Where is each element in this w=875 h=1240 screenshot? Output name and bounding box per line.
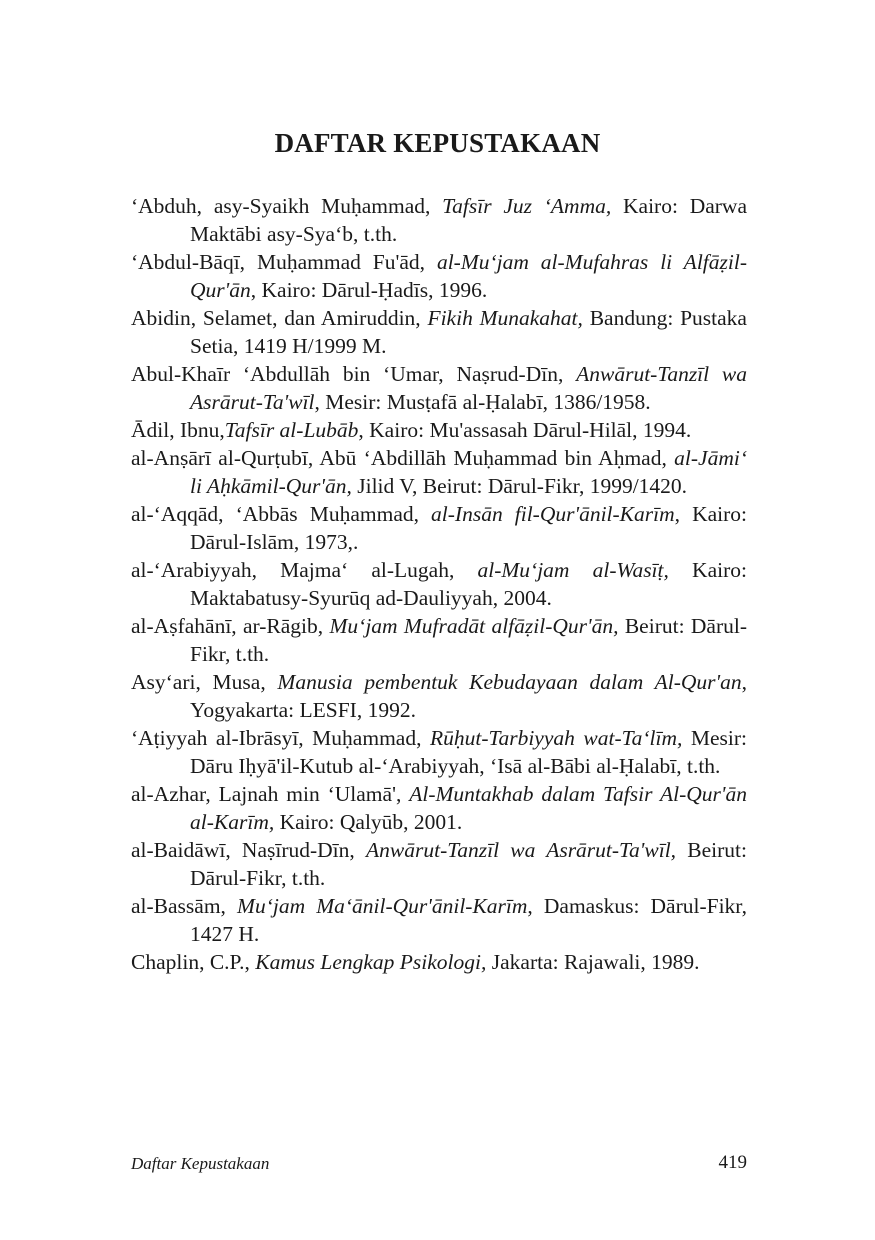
entry-publication: , Kairo: Dārul-Ḥadīs, 1996. [250,278,488,302]
entry-title: Anwārut-Tanzīl wa Asrārut-Ta'wīl [190,362,747,414]
running-footer-title: Daftar Kepustakaan [131,1154,270,1173]
entry-publication: Kairo: Qalyūb, 2001. [274,810,463,834]
entry-author: Ādil, Ibnu, [131,418,225,442]
bibliography-entry [131,948,747,976]
entry-publication: Mesir: Dāru Iḥyā'il-Kutub al-‘Arabiyyah, ‘Isā al-Bābi al-Ḥalabī, t.th. [190,726,748,778]
bibliography-entry [131,892,747,948]
entry-author: al-Anṣārī al-Qurṭubī, Abū ‘Abdillāh Muḥammad bin Aḥmad, [131,446,675,470]
entry-author: Abidin, Selamet, dan Amiruddin, [131,306,428,330]
bibliography-entry [131,360,747,416]
entry-author: al-Azhar, Lajnah min ‘Ulamā', [131,782,410,806]
entry-title: Mu‘jam Ma‘ānil-Qur'ānil-Karīm [237,894,528,918]
entry-publication: , Damaskus: Dārul-Fikr, 1427 H. [190,894,747,946]
entry-title: al-Jāmi‘ li Aḥkāmil-Qur'ān, [190,446,747,498]
entry-title: Tafsīr Juz ‘Amma, [442,194,612,218]
entry-publication: Jakarta: Rajawali, 1989. [486,950,700,974]
bibliography-list [131,192,747,976]
entry-title: Al-Muntakhab dalam Tafsir Al-Qur'ān al-Karīm, [190,782,747,834]
entry-author: al-Aṣfahānī, ar-Rāgib, [131,614,330,638]
bibliography-entry [131,500,747,556]
bibliography-entry [131,192,747,248]
entry-publication: Bandung: Pustaka Setia, 1419 H/1999 M. [190,306,747,358]
entry-title: al-Mu‘jam al-Wasīṭ, [477,558,669,582]
entry-author: al-Baidāwī, Naṣīrud-Dīn, [131,838,367,862]
page-number: 419 [718,1152,747,1173]
entry-title: Manusia pembentuk Kebudayaan dalam Al-Qur'an [277,670,742,694]
entry-publication: Beirut: Dārul-Fikr, t.th. [190,614,747,666]
entry-title: al-Insān fil-Qur'ānil-Karīm [431,502,675,526]
entry-publication: , Mesir: Musṭafā al-Ḥalabī, 1386/1958. [314,390,651,414]
bibliography-entry [131,780,747,836]
entry-title: Mu‘jam Mufradāt alfāẓil-Qur'ān, [329,614,619,638]
bibliography-entry [131,304,747,360]
entry-author: Chaplin, C.P., [131,950,256,974]
entry-publication: Kairo: Darwa Maktābi asy-Sya‘b, t.th. [190,194,747,246]
bibliography-entry [131,444,747,500]
entry-author: al-‘Aqqād, ‘Abbās Muḥammad, [131,502,432,526]
entry-author: ‘Abdul-Bāqī, Muḥammad Fu'ād, [131,250,437,274]
bibliography-entry [131,836,747,892]
bibliography-entry [131,248,747,304]
bibliography-entry [131,416,747,444]
bibliography-entry [131,668,747,724]
page-title: DAFTAR KEPUSTAKAAN [274,128,601,158]
entry-title: Rūḥut-Tarbiyyah wat-Ta‘līm, [429,726,683,750]
entry-publication: Beirut: Dārul-Fikr, t.th. [190,838,748,890]
entry-author: ‘Aṭiyyah al-Ibrāsyī, Muḥammad, [131,726,430,750]
entry-publication: , Yogyakarta: LESFI, 1992. [190,670,747,722]
entry-title: Anwārut-Tanzīl wa Asrārut-Ta'wīl, [366,838,677,862]
entry-author: Abul-Khaīr ‘Abdullāh bin ‘Umar, Naṣrud-Dīn, [131,362,577,386]
entry-author: Asy‘ari, Musa, [131,670,278,694]
entry-author: al-‘Arabiyyah, Majma‘ al-Lugah, [131,558,478,582]
bibliography-entry [131,612,747,668]
entry-title: Tafsīr al-Lubāb [224,418,359,442]
entry-title: Fikih Munakahat, [427,306,583,330]
entry-publication: Jilid V, Beirut: Dārul-Fikr, 1999/1420. [351,474,688,498]
entry-title: Kamus Lengkap Psikologi, [255,950,487,974]
entry-title: al-Mu‘jam al-Mufahras li Alfāẓil-Qur'ān [190,250,747,302]
entry-author: al-Bassām, [131,894,238,918]
entry-publication: Kairo: Maktabatusy-Syurūq ad-Dauliyyah, 2004. [190,558,747,610]
entry-publication: , Kairo: Mu'assasah Dārul-Hilāl, 1994. [358,418,692,442]
bibliography-entry [131,724,747,780]
bibliography-entry [131,556,747,612]
entry-publication: , Kairo: Dārul-Islām, 1973,. [190,502,747,554]
entry-author: ‘Abduh, asy-Syaikh Muḥammad, [131,194,443,218]
